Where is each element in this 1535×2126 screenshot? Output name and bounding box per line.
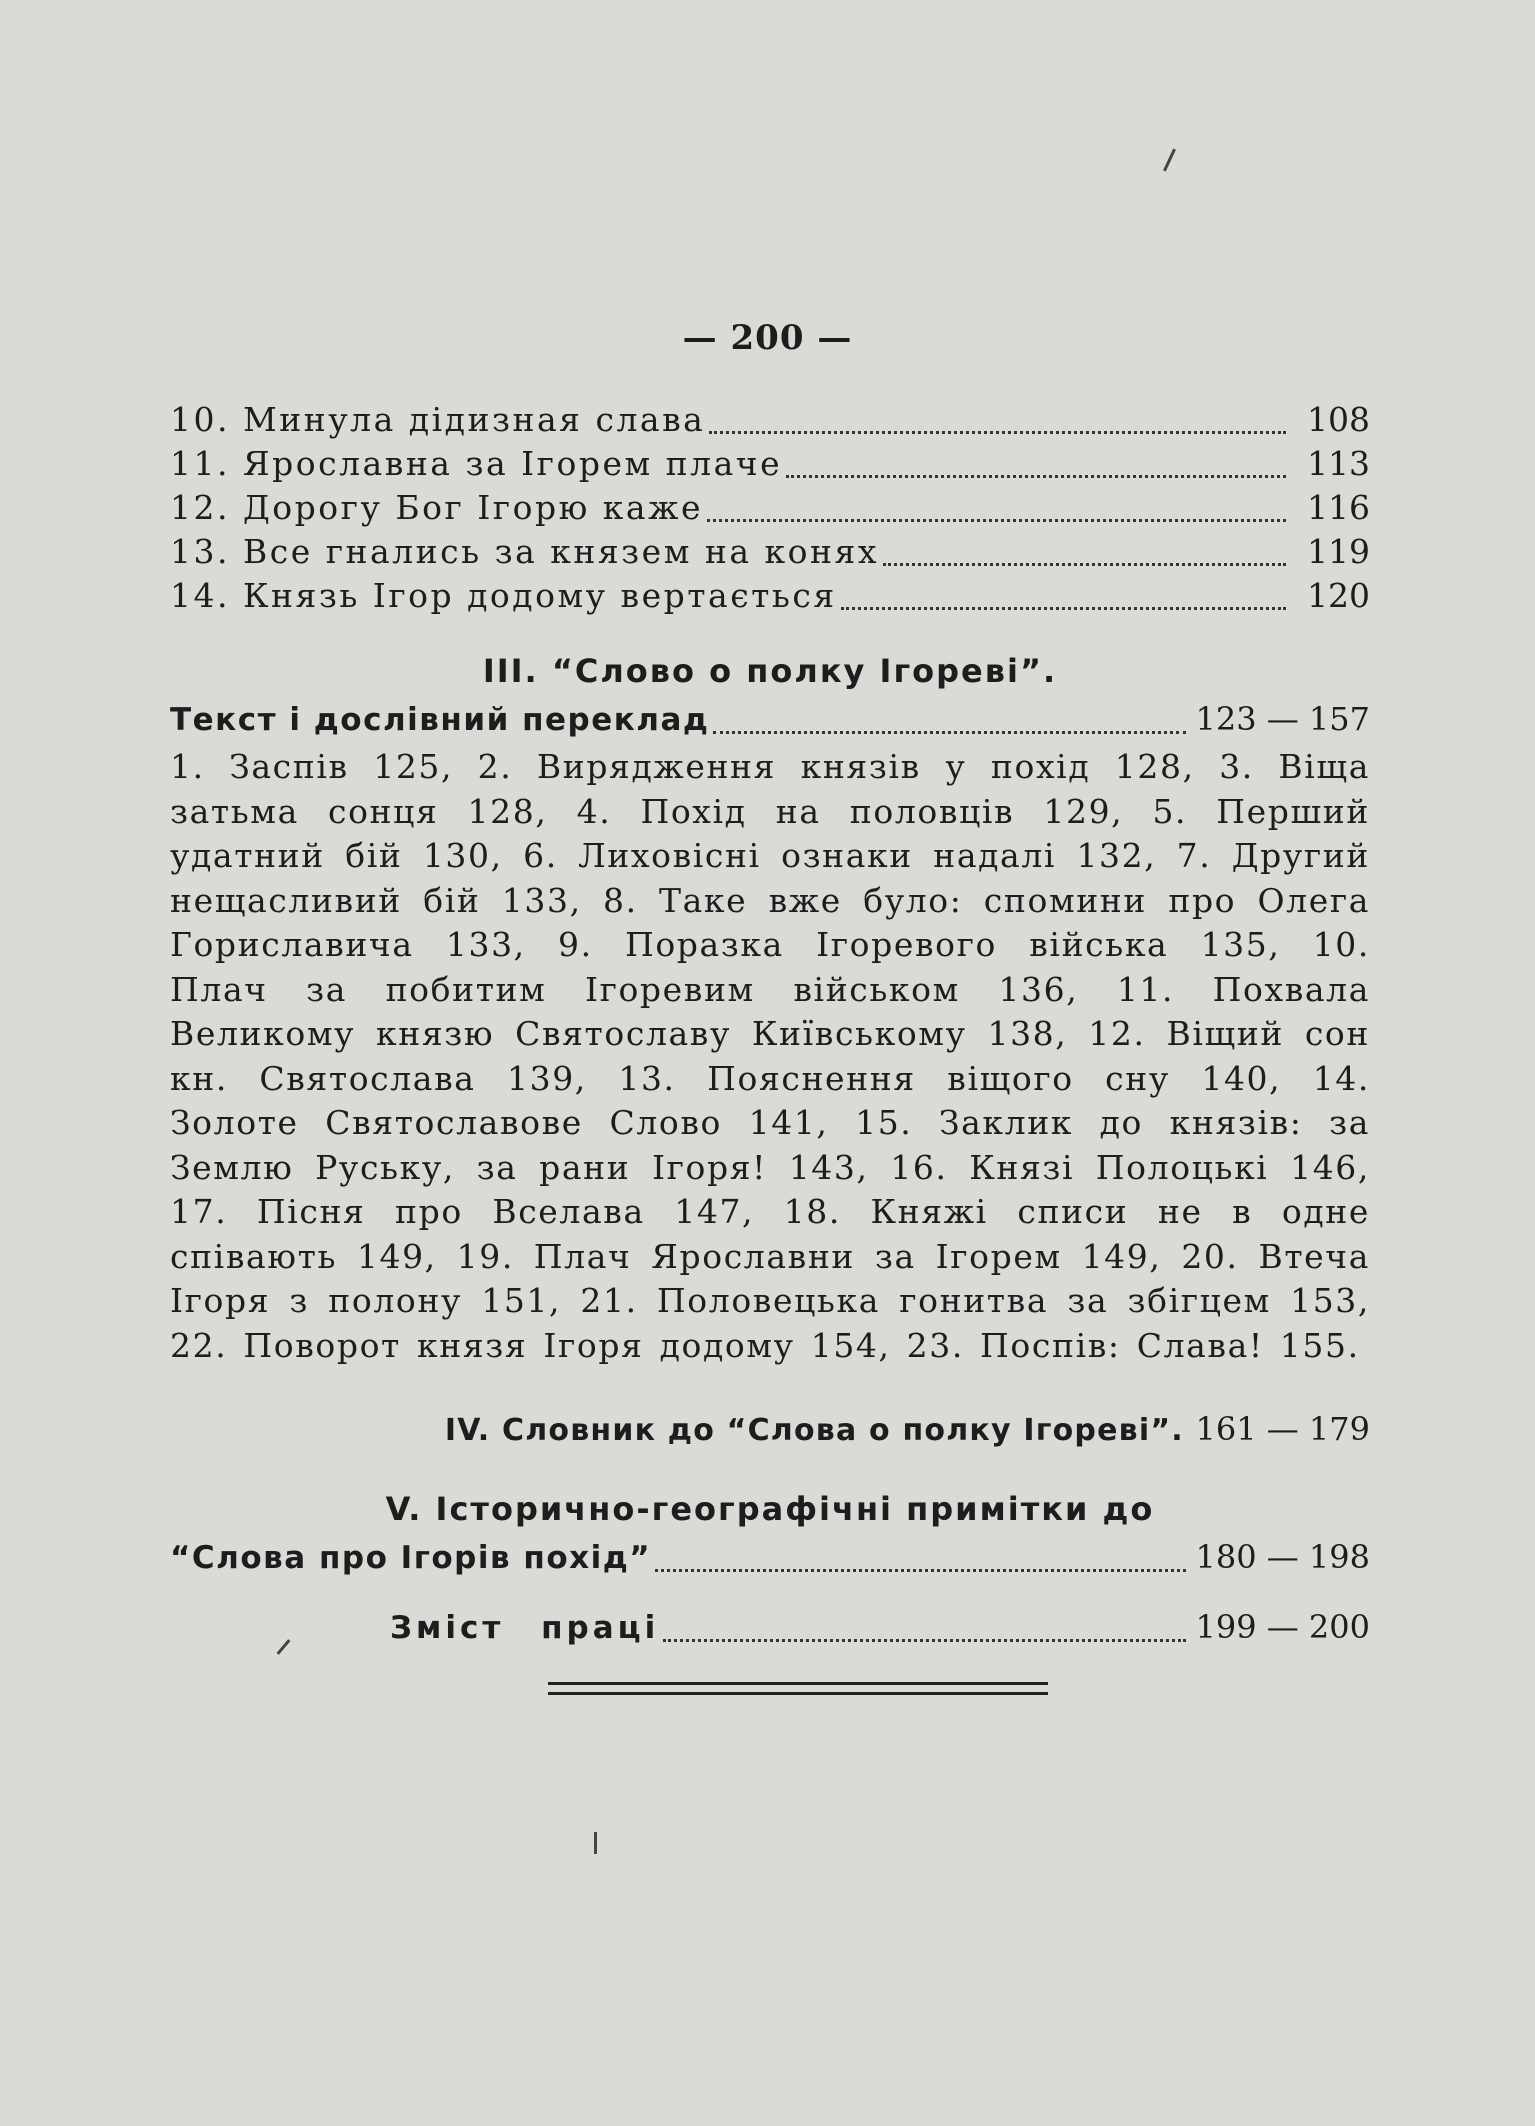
toc-entry-page: 113	[1307, 444, 1370, 483]
section-subtitle-row	[170, 1538, 1370, 1582]
section-subtitle-row	[170, 700, 1370, 744]
dot-leader	[883, 563, 1286, 566]
section-pages: 123 — 157	[1195, 700, 1370, 738]
toc-entry	[170, 400, 1370, 444]
section-heading	[170, 1490, 1370, 1528]
toc-entry	[170, 532, 1370, 576]
end-rule	[548, 1692, 1048, 1695]
pencil-mark	[277, 1639, 291, 1655]
dot-leader	[663, 1639, 1185, 1642]
toc-entry-page: 119	[1307, 532, 1370, 571]
toc-entry-title: 13. Все гнались за князем на конях	[170, 532, 879, 571]
section-subtitle: “Слова про Ігорів похід”	[170, 1540, 652, 1576]
contents-entry-title: Зміст праці	[390, 1610, 660, 1646]
dot-leader	[709, 431, 1286, 434]
section-heading-row	[445, 1410, 1370, 1448]
section-pages: 180 — 198	[1195, 1538, 1370, 1576]
dot-leader	[713, 731, 1185, 734]
toc-entry-page: 116	[1307, 488, 1370, 527]
toc-entry-title: 11. Ярославна за Ігорем плаче	[170, 444, 783, 483]
pencil-mark	[594, 1832, 597, 1854]
section-pages: 161 — 179	[1195, 1410, 1370, 1448]
contents-entry-row	[390, 1608, 1370, 1652]
toc-entry	[170, 444, 1370, 488]
section-heading: III. “Слово о полку Ігореві”.	[482, 652, 1058, 690]
section-subtitle: Текст і дослівний переклад	[170, 702, 710, 738]
dot-leader	[841, 607, 1286, 610]
end-rule	[548, 1682, 1048, 1685]
dot-leader	[707, 519, 1286, 522]
toc-entry-title: 12. Дорогу Бог Ігорю каже	[170, 488, 703, 527]
toc-entry	[170, 576, 1370, 620]
toc-entry-title: 14. Князь Ігор додому вертається	[170, 576, 837, 615]
section-heading-text: V. Історично-географічні примітки до	[385, 1490, 1155, 1528]
section-contents-paragraph: 1. Заспів 125, 2. Вирядження князів у похід 128, 3. Віща затьма сонця 128, 4. Похід на половців 129, 5. Перший удатний бій 130, 6. Лиховісні ознаки надалі 132, 7. Другий нещасливий бій 133, 8. Таке вже було: спомини про Олега Гориславича 133, 9. Поразка Ігоревого війська 135, 10. Плач за побитим Ігоревим військом 136, 11. Похвала Великому князю Святославу Київському 138, 12. Віщий сон кн. Святослава 139, 13. Пояснення віщого сну 140, 14. Золоте Святославове Слово 141, 15. Заклик до князів: за Землю Руську, за рани Ігоря! 143, 16. Князі Полоцькі 146, 17. Пісня про Вселава 147, 18. Княжі списи не в одне співають 149, 19. Плач Ярославни за Ігорем 149, 20. Втеча Ігоря з полону 151, 21. Половецька гонитва за збігцем 153, 22. Поворот князя Ігоря додому 154, 23. Поспів: Слава! 155.	[170, 747, 1370, 1365]
dot-leader	[655, 1569, 1185, 1572]
dot-leader	[786, 475, 1286, 478]
toc-entry-page: 120	[1307, 576, 1370, 615]
toc-entry-page: 108	[1307, 400, 1370, 439]
section-heading: IV. Словник до “Слова о полку Ігореві”.	[444, 1413, 1184, 1448]
toc-entry	[170, 488, 1370, 532]
pencil-mark	[1163, 148, 1176, 171]
contents-entry-pages: 199 — 200	[1195, 1608, 1370, 1646]
page-number: — 200 —	[682, 318, 853, 358]
toc-entry-title: 10. Минула дідизная слава	[170, 400, 706, 439]
